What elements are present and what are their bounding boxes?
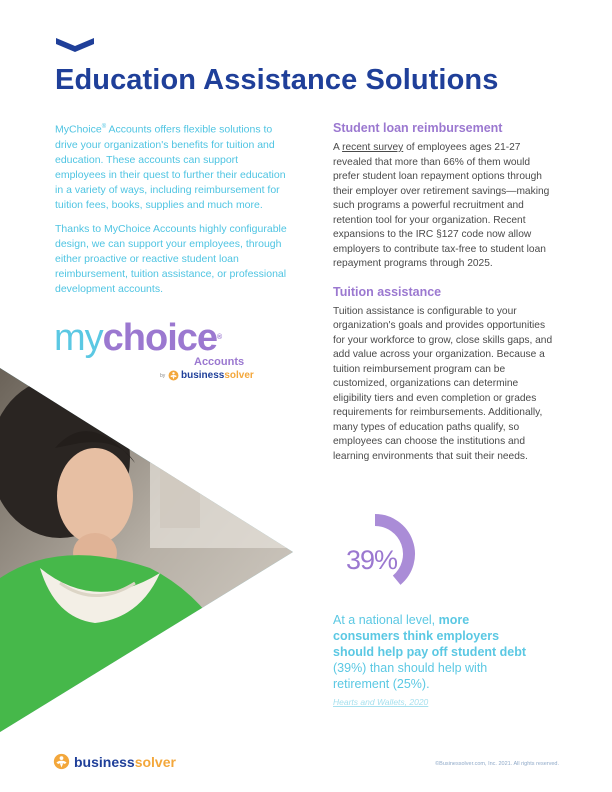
student-photo [0, 368, 300, 732]
stat-text [333, 612, 533, 692]
page-title: Education Assistance Solutions [55, 64, 499, 96]
businessolver-name-a: business [181, 370, 225, 381]
logo-word-choice: choice [102, 317, 218, 359]
section-body-tuition: Tuition assistance is configurable to your organization's goals and provides opportunities for your workforce to grow, close skills gaps, and add value across your organization. Because a tuition reimbursement program can be customized, organizations can determine eligibility tiers and even completion or grades requirements for reimbursements. Additionally, many types of education paths qualify, so employees can choose the institutions and learning environments that suit their needs. [333, 305, 553, 462]
registered-mark: ® [101, 124, 107, 130]
stat-text-post: (39%) than should help with retirement (25%). [333, 661, 488, 691]
footer-businessolver-logo [53, 753, 176, 770]
section-body-student-loan [333, 141, 559, 272]
section-title-student-loan: Student loan reimbursement [333, 121, 503, 135]
section-title-tuition: Tuition assistance [333, 284, 442, 299]
recent-survey-link[interactable]: recent survey [342, 142, 404, 153]
intro-brand: MyChoice [55, 123, 102, 136]
intro-text [55, 120, 287, 306]
logo-registered-mark: ® [217, 334, 222, 341]
student-loan-text-pre: A [333, 142, 343, 153]
copyright: ©Businessolver.com, Inc. 2021. All rights reserved. [435, 761, 559, 767]
logo-word-my: my [54, 317, 103, 359]
student-loan-text-post: of employees ages 21-27 revealed that more than 66% of them would prefer student loan repayment options through their employer over retirement savings—making such programs a powerful recruitment and retention tool for your organization. Recent expansions to the IRC §127 code now allow employers to contribute tax-free to student loan repayment programs through 2025. [333, 142, 550, 269]
footer-company-name-a: business [74, 753, 135, 770]
stat-text-pre: At a national level, [333, 613, 439, 627]
logo-by-label: by [160, 373, 166, 379]
right-column [333, 121, 559, 477]
logo-wordmark [54, 318, 254, 358]
intro-paragraph-1 [55, 120, 287, 213]
logo-accounts-label: Accounts [194, 356, 245, 368]
businessolver-mark-icon [53, 753, 70, 770]
intro-paragraph-1-text: Accounts offers flexible solutions to drive your organization's benefits for tuition and education. These accounts can support employees in their quest to further their education in a variety of ways, including reimbursement for tuition fees, books, supplies and much more. [55, 123, 286, 211]
stat-percent: 39% [346, 545, 398, 575]
footer-company-name-b: solver [134, 753, 176, 770]
intro-paragraph-2: Thanks to MyChoice Accounts highly configurable design, we can support your employees, through either proactive or reactive student loan reimbursement, tuition assistance, or professional development accounts. [55, 222, 287, 295]
footer-company-name [74, 754, 176, 770]
businessolver-name-b: solver [224, 370, 254, 381]
stat-text-bold: more consumers think employers should help pay off student debt [333, 613, 527, 659]
chevron-down-icon [56, 38, 94, 52]
stat-source-link[interactable]: Hearts and Wallets, 2020 [333, 697, 429, 707]
